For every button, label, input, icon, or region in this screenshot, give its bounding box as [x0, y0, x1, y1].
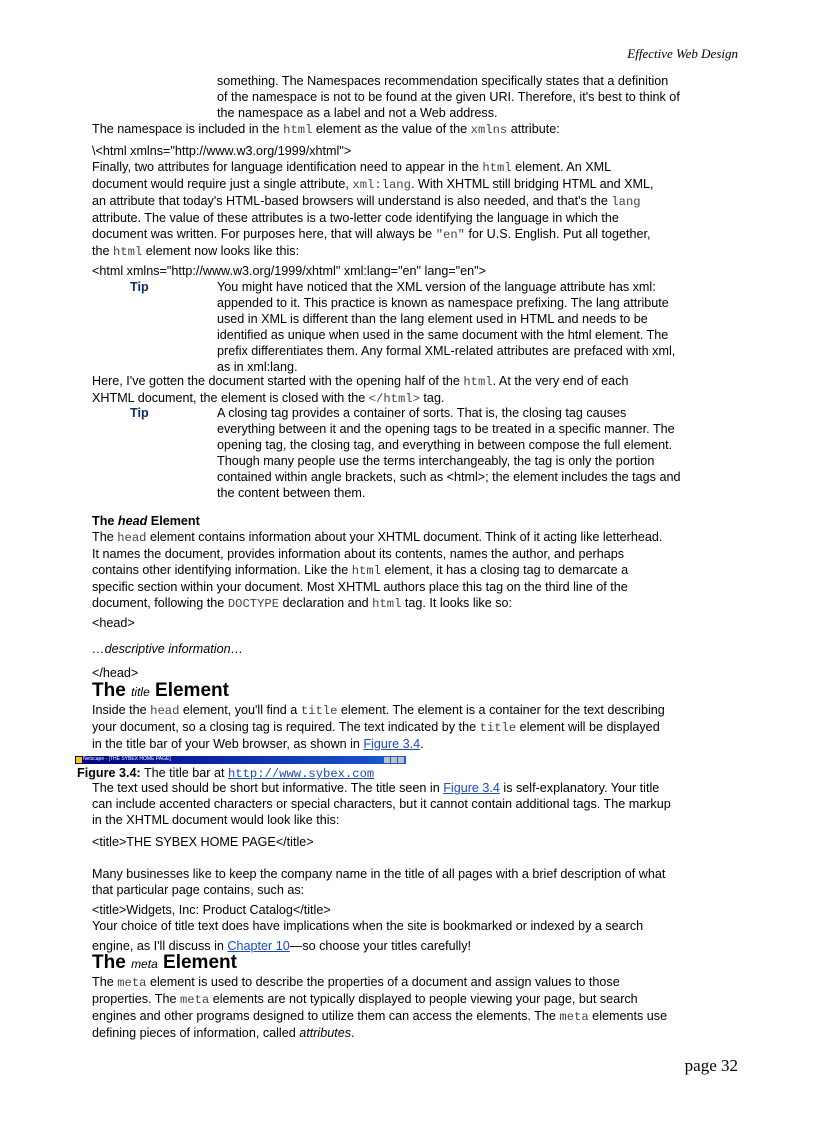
window-controls [384, 757, 404, 763]
code-example: </head> [92, 666, 139, 680]
url-link[interactable]: http://www.sybex.com [227, 767, 375, 781]
code-example: …descriptive information… [92, 642, 244, 656]
inline-code: meta [117, 976, 147, 990]
tip-label: Tip [130, 280, 149, 294]
inline-code: lang [611, 195, 641, 209]
tip-text: You might have noticed that the XML version of the language attribute has xml: appended to it. This practice is known as namespace prefixing. The lang attribute used in XML is different than the lang element used in HTML and needs to be identified as unique when used in the same document with the html element. The prefix differentiates them. Any formal XML-related attributes are prefaced with xml, as in xml:lang. [217, 280, 676, 374]
paragraph: Many businesses like to keep the company name in the title of all pages with a brief description of what that particular page contains, such as: [92, 867, 666, 897]
code-example: <title>THE SYBEX HOME PAGE</title> [92, 835, 314, 849]
inline-code: html [283, 123, 313, 137]
paragraph: The head element contains information about your XHTML document. Think of it acting like letterhead. It names the document, provides information about its contents, names the author, and perhaps contains other identifying information. Like the html element, it has a closing tag to demarcate a specific section within your document. Most XHTML authors place this tag on the third line of the document, following the DOCTYPE declaration and html tag. It looks like so: [92, 530, 663, 611]
code-example: <title>Widgets, Inc: Product Catalog</title> [92, 903, 331, 917]
app-icon [76, 757, 82, 763]
tip-label: Tip [130, 406, 149, 420]
inline-code: title [479, 721, 517, 735]
paragraph: Inside the head element, you'll find a title element. The element is a container for the text describing your document, so a closing tag is required. The text indicated by the title element will be displayed in the title bar of your Web browser, as shown in Figure 3.4. [92, 703, 665, 751]
inline-code: html [372, 597, 402, 611]
titlebar-text: Netscape - [THE SYBEX HOME PAGE] [83, 756, 171, 762]
section-heading: The title Element [92, 680, 229, 701]
figure-link[interactable]: Figure 3.4 [363, 737, 421, 751]
inline-code: html [351, 564, 381, 578]
inline-code: title [300, 704, 338, 718]
inline-code: html [482, 161, 512, 175]
page-number: page 32 [684, 1056, 738, 1075]
continued-paragraph [217, 73, 732, 121]
inline-code: head [150, 704, 180, 718]
text-line: of the namespace is not to be found at the given URI. Therefore, it's best to think of [217, 90, 680, 104]
code-example: <html xmlns="http://www.w3.org/1999/xhtml" xml:lang="en" lang="en"> [92, 264, 486, 278]
tip-text: A closing tag provides a container of sorts. That is, the closing tag causes everything between it and the opening tags to be treated in a specific manner. The opening tag, the closing tag, and everything in between compose the full element. Though many people use the terms interchangeably, the tag is only the portion contained within angle brackets, such as <html>; the element includes the tags and the content between them. [217, 406, 681, 500]
paragraph: The namespace is included in the html element as the value of the xmlns attribute: [92, 122, 560, 137]
inline-code: </html> [368, 392, 420, 406]
inline-code: xml:lang [352, 178, 411, 192]
inline-code: html [113, 245, 143, 259]
minimize-icon [384, 757, 390, 763]
figure-link[interactable]: Figure 3.4 [443, 781, 500, 795]
paragraph: Finally, two attributes for language identification need to appear in the html element. An XML document would require just a single attribute, xml:lang. With XHTML still bridging HTML and XML, an attribute that today's HTML-based browsers will understand is also needed, and that's the lang attribute. The value of these attributes is a two-letter code identifying the language in which the document was written. For purposes here, that will always be "en" for U.S. English. Put all together, the html element now looks like this: [92, 160, 654, 259]
paragraph: The meta element is used to describe the properties of a document and assign values to those properties. The meta elements are not typically displayed to people viewing your page, but search engines and other programs designed to utilize them can access the elements. The meta elements use defining pieces of information, called attributes. [92, 975, 668, 1040]
inline-code: meta [559, 1010, 589, 1024]
running-head: Effective Web Design [627, 46, 738, 61]
inline-code: "en" [435, 228, 465, 242]
paragraph: Your choice of title text does have implications when the site is bookmarked or indexed by a search engine, as I'll discuss in Chapter 10—so choose your titles carefully! [92, 919, 644, 953]
paragraph: The text used should be short but informative. The title seen in Figure 3.4 is self-explanatory. Your title can include accented characters or special characters, but it cannot contain additional tags. The markup in the XHTML document would look like this: [92, 781, 671, 827]
figure-caption: Figure 3.4: The title bar at http://www.sybex.com [77, 766, 375, 781]
chapter-link[interactable]: Chapter 10 [227, 939, 290, 953]
close-icon [398, 757, 404, 763]
maximize-icon [391, 757, 397, 763]
code-example: \<html xmlns="http://www.w3.org/1999/xhtml"> [92, 144, 352, 158]
inline-code: meta [179, 993, 210, 1007]
figure-titlebar-image [75, 756, 406, 764]
text-line: the namespace as a label and not a Web address. [217, 106, 498, 120]
inline-code: DOCTYPE [227, 597, 280, 611]
inline-code: html [463, 375, 493, 389]
code-example: <head> [92, 616, 135, 630]
paragraph: Here, I've gotten the document started with the opening half of the html. At the very end of each XHTML document, the element is closed with the </html> tag. [92, 374, 629, 406]
section-heading: The meta Element [92, 952, 237, 973]
inline-code: xmlns [470, 123, 508, 137]
text-line: something. The Namespaces recommendation specifically states that a definition [217, 74, 669, 88]
section-heading: The head Element [92, 514, 200, 528]
inline-code: head [117, 531, 147, 545]
